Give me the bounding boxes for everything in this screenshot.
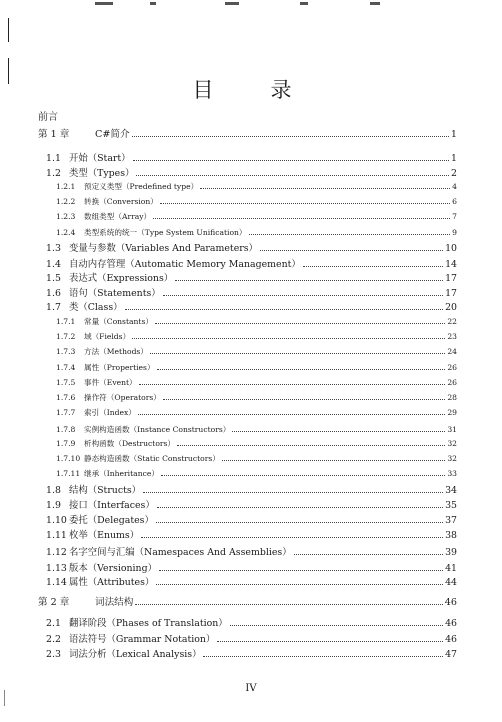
toc-subsection-row: [56, 392, 457, 403]
toc-chapter-row: [38, 126, 457, 140]
toc-entry-page: 1: [450, 129, 457, 140]
toc-dot-leader: [303, 266, 443, 267]
toc-entry-page: 26: [447, 363, 457, 372]
toc-entry-page: 24: [447, 347, 457, 356]
toc-entry-title: 自动内存管理（Automatic Memory Management）: [69, 259, 301, 270]
toc-entry-number: 1.8: [46, 485, 61, 496]
toc-entry-page: 33: [447, 469, 457, 478]
toc-dot-leader: [156, 584, 443, 585]
toc-dot-leader: [230, 625, 443, 626]
toc-subsection-row: [56, 196, 457, 207]
toc-section-row: [46, 574, 457, 588]
toc-entry-page: 26: [447, 378, 457, 387]
toc-entry-page: 46: [445, 618, 457, 629]
toc-entry-number: 1.7.9: [56, 439, 76, 448]
toc-entry-page: 38: [445, 530, 457, 541]
toc-entry-page: 35: [445, 500, 457, 511]
toc-entry-title: 转换（Conversion）: [84, 197, 158, 206]
toc-entry-title: 词法分析（Lexical Analysis）: [69, 649, 202, 660]
toc-entry-title: 名字空间与汇编（Namespaces And Assemblies）: [69, 547, 292, 558]
toc-subsection-row: [56, 438, 457, 449]
toc-entry-page: 46: [445, 634, 457, 645]
toc-dot-leader: [133, 160, 450, 161]
toc-entry-number: 1.7.10: [56, 454, 81, 463]
toc-dot-leader: [217, 641, 443, 642]
toc-section-row: [46, 631, 457, 645]
toc-entry-page: 32: [447, 439, 457, 448]
toc-dot-leader: [260, 250, 443, 251]
toc-entry-title: 静态构造函数（Static Constructors）: [84, 454, 220, 463]
toc-entry-number: 2.2: [46, 634, 61, 645]
toc-entry-page: 44: [445, 577, 457, 588]
toc-entry-number: 第 1 章: [38, 129, 70, 140]
toc-dot-leader: [294, 554, 443, 555]
toc-dot-leader: [155, 323, 445, 324]
toc-entry-page: 28: [447, 393, 457, 402]
toc-dot-leader: [163, 295, 443, 296]
toc-entry-title: 词法结构: [95, 597, 134, 608]
toc-entry-title: 开始（Start）: [69, 153, 131, 164]
toc-section-row: [46, 560, 457, 574]
toc-entry-page: 4: [452, 182, 457, 191]
toc-entry-title: 类（Class）: [69, 302, 123, 313]
toc-dot-leader: [232, 431, 445, 432]
toc-entry-page: 37: [445, 515, 457, 526]
toc-dot-leader: [159, 570, 443, 571]
toc-entry-number: 1.5: [46, 273, 61, 284]
toc-entry-page: 17: [445, 273, 457, 284]
toc-dot-leader: [153, 218, 450, 219]
toc-entry-number: 1.14: [46, 577, 67, 588]
toc-entry-number: 1.7.11: [56, 469, 81, 478]
toc-entry-page: 34: [445, 485, 457, 496]
toc-subsection-row: [56, 468, 457, 479]
toc-entry-number: 1.13: [46, 563, 67, 574]
toc-section-row: [46, 482, 457, 496]
toc-entry-page: 23: [447, 332, 457, 341]
toc-entry-title: 属性（Properties）: [84, 363, 155, 372]
toc-entry-number: 1.7.2: [56, 332, 76, 341]
toc-entry-page: 22: [447, 317, 457, 326]
toc-entry-title: 索引（Index）: [84, 408, 136, 417]
toc-subsection-row: [56, 211, 457, 222]
toc-section-row: [46, 256, 457, 270]
toc-dot-leader: [222, 460, 446, 461]
toc-entry-page: 31: [447, 425, 457, 434]
toc-entry-number: 1.6: [46, 288, 61, 299]
toc-entry-title: 类型系统的统一（Type System Unification）: [84, 228, 247, 237]
toc-entry-title: 版本（Versioning）: [69, 563, 157, 574]
toc-entry-title: 结构（Structs）: [69, 485, 142, 496]
toc-chapter-row: [38, 594, 457, 608]
toc-subsection-row: [56, 362, 457, 373]
toc-dot-leader: [138, 414, 445, 415]
toc-section-row: [46, 646, 457, 660]
toc-entry-page: 39: [445, 547, 457, 558]
toc-section-row: [46, 615, 457, 629]
toc-entry-title: 继承（Inheritance）: [84, 469, 159, 478]
toc-section-row: [46, 240, 457, 254]
toc-entry-title: 数组类型（Array）: [84, 212, 152, 221]
toc-entry-number: 1.7.7: [56, 408, 76, 417]
toc-entry-page: 2: [451, 168, 457, 179]
toc-dot-leader: [141, 537, 443, 538]
toc-section-row: [46, 285, 457, 299]
toc-entry-number: 第 2 章: [38, 597, 70, 608]
toc-section-row: [46, 544, 457, 558]
toc-entry-number: 1.2.4: [56, 228, 76, 237]
toc-subsection-row: [56, 377, 457, 388]
toc-subsection-row: [56, 316, 457, 327]
toc-dot-leader: [139, 384, 446, 385]
toc-dot-leader: [136, 175, 449, 176]
toc-entry-page: 1: [451, 153, 457, 164]
toc-dot-leader: [175, 280, 443, 281]
toc-entry-title: 接口（Interfaces）: [69, 500, 155, 511]
toc-entry-number: 1.7.6: [56, 393, 76, 402]
toc-subsection-row: [56, 227, 457, 238]
toc-entry-page: 14: [445, 259, 457, 270]
toc-entry-number: 1.2: [46, 168, 61, 179]
toc-entry-title: 事件（Event）: [84, 378, 137, 387]
toc-entry-title: 变量与参数（Variables And Parameters）: [69, 243, 258, 254]
page-number: IV: [245, 683, 257, 694]
toc-entry-title: 属性（Attributes）: [69, 577, 155, 588]
toc-entry-title: 域（Fields）: [84, 332, 131, 341]
toc-entry-page: 41: [445, 563, 457, 574]
toc-subsection-row: [56, 181, 457, 192]
toc-entry-title: 析构函数（Destructors）: [84, 439, 176, 448]
toc-entry-page: 9: [452, 228, 457, 237]
toc-entry-page: 6: [452, 197, 457, 206]
toc-entry-number: 1.4: [46, 259, 61, 270]
toc-dot-leader: [160, 203, 450, 204]
toc-subsection-row: [56, 453, 457, 464]
toc-dot-leader: [203, 656, 443, 657]
toc-entry-title: 常量（Constants）: [84, 317, 153, 326]
toc-dot-leader: [143, 492, 443, 493]
toc-dot-leader: [156, 522, 443, 523]
toc-section-row: [46, 150, 457, 164]
toc-entry-title: C#简介: [95, 129, 130, 140]
toc-dot-leader: [125, 309, 444, 310]
toc-preface: 前言: [38, 112, 58, 123]
toc-dot-leader: [132, 136, 449, 137]
toc-entry-title: 枚举（Enums）: [69, 530, 140, 541]
toc-section-row: [46, 527, 457, 541]
toc-entry-title: 实例构造函数（Instance Constructors）: [84, 425, 231, 434]
toc-entry-number: 1.2.1: [56, 182, 76, 191]
toc-entry-number: 1.12: [46, 547, 67, 558]
toc-entry-number: 1.7.3: [56, 347, 76, 356]
toc-entry-page: 46: [444, 597, 457, 608]
toc-dot-leader: [249, 234, 451, 235]
toc-entry-number: 1.3: [46, 243, 61, 254]
toc-dot-leader: [163, 399, 445, 400]
toc-dot-leader: [157, 369, 446, 370]
toc-entry-number: 1.2.3: [56, 212, 76, 221]
toc-entry-number: 1.7.1: [56, 317, 76, 326]
toc-entry-page: 47: [445, 649, 457, 660]
toc-subsection-row: [56, 424, 457, 435]
toc-entry-title: 表达式（Expressions）: [69, 273, 174, 284]
toc-entry-number: 1.9: [46, 500, 61, 511]
toc-entry-page: 10: [445, 243, 457, 254]
toc-dot-leader: [177, 445, 445, 446]
toc-entry-page: 7: [452, 212, 457, 221]
toc-section-row: [46, 497, 457, 511]
toc-section-row: [46, 270, 457, 284]
toc-dot-leader: [135, 604, 442, 605]
toc-entry-number: 2.1: [46, 618, 61, 629]
toc-section-row: [46, 512, 457, 526]
toc-entry-number: 1.7: [46, 302, 61, 313]
toc-subsection-row: [56, 346, 457, 357]
toc-subsection-row: [56, 407, 457, 418]
scan-noise: [0, 2, 502, 8]
toc-entry-page: 17: [445, 288, 457, 299]
toc-entry-title: 预定义类型（Predefined type）: [84, 182, 199, 191]
toc-dot-leader: [150, 353, 445, 354]
toc-entry-title: 操作符（Operators）: [84, 393, 161, 402]
toc-entry-number: 1.11: [46, 530, 67, 541]
toc-dot-leader: [161, 475, 445, 476]
toc-dot-leader: [200, 188, 450, 189]
scan-edge-mark: [8, 18, 9, 42]
toc-entry-number: 1.1: [46, 153, 61, 164]
toc-entry-title: 委托（Delegates）: [69, 515, 154, 526]
toc-entry-title: 语句（Statements）: [69, 288, 161, 299]
toc-section-row: [46, 299, 457, 313]
toc-entry-page: 32: [447, 454, 457, 463]
toc-entry-title: 方法（Methods）: [84, 347, 148, 356]
toc-entry-number: 1.2.2: [56, 197, 76, 206]
toc-entry-title: 翻译阶段（Phases of Translation）: [69, 618, 228, 629]
toc-entry-number: 2.3: [46, 649, 61, 660]
toc-dot-leader: [132, 338, 445, 339]
toc-entry-number: 1.7.8: [56, 425, 76, 434]
toc-subsection-row: [56, 331, 457, 342]
toc-entry-number: 1.10: [46, 515, 67, 526]
toc-entry-title: 类型（Types）: [69, 168, 135, 179]
toc-entry-number: 1.7.5: [56, 378, 76, 387]
page-title: 目 录: [192, 78, 310, 102]
toc-entry-title: 语法符号（Grammar Notation）: [69, 634, 216, 645]
toc-entry-page: 20: [445, 302, 457, 313]
toc-entry-page: 29: [447, 408, 457, 417]
toc-section-row: [46, 165, 457, 179]
toc-entry-number: 1.7.4: [56, 363, 76, 372]
toc-dot-leader: [157, 507, 443, 508]
